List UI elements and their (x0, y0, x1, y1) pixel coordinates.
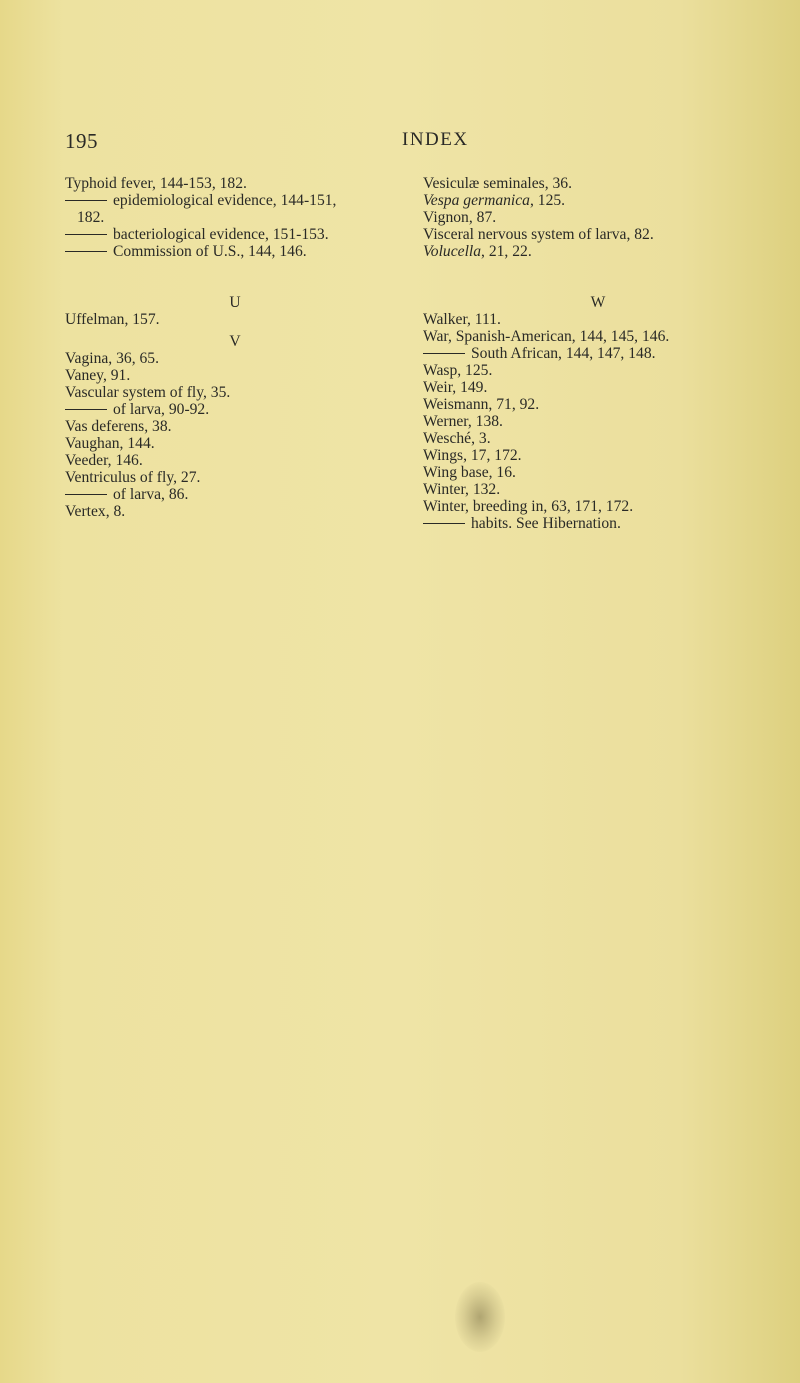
index-entry (65, 418, 405, 435)
index-entry (65, 243, 405, 260)
entry-text: South African, 144, 147, 148. (471, 345, 656, 362)
index-entry (423, 481, 773, 498)
index-entry (65, 367, 405, 384)
entry-text: Wings, 17, 172. (423, 447, 522, 464)
index-entry (65, 469, 405, 486)
entry-text: Walker, 111. (423, 311, 501, 328)
entry-text: Wasp, 125. (423, 362, 493, 379)
left-column (65, 175, 405, 520)
right-column (423, 175, 773, 532)
entry-text: Vespa germanica (423, 192, 530, 209)
entry-text: Vertex, 8. (65, 503, 126, 520)
page-header (65, 129, 745, 155)
index-entry (65, 350, 405, 367)
index-entry (423, 498, 773, 515)
index-entry (423, 311, 773, 328)
entry-text: Vagina, 36, 65. (65, 350, 159, 367)
index-entry (423, 362, 773, 379)
index-entry (65, 226, 405, 243)
entry-text: habits. See Hibernation. (471, 515, 621, 532)
section-letter-w: W (590, 294, 606, 311)
entry-text: Vas deferens, 38. (65, 418, 172, 435)
repeat-dash (65, 200, 107, 201)
entry-text: bacteriological evidence, 151-153. (113, 226, 329, 243)
entry-text: Wesché, 3. (423, 430, 491, 447)
section-letter-v: V (229, 333, 241, 350)
entry-text: Winter, 132. (423, 481, 501, 498)
index-entry (423, 515, 773, 532)
entry-text: Volucella (423, 243, 482, 260)
entry-text: Weir, 149. (423, 379, 488, 396)
entry-text: Wing base, 16. (423, 464, 516, 481)
entry-text: Vaney, 91. (65, 367, 131, 384)
index-entry (423, 464, 773, 481)
entry-text: War, Spanish-American, 144, 145, 146. (423, 328, 670, 345)
index-entry (423, 345, 773, 362)
index-entry (65, 503, 405, 520)
index-entry (423, 209, 773, 226)
repeat-dash (65, 494, 107, 495)
running-head: INDEX (402, 129, 469, 150)
index-entry (65, 486, 405, 503)
index-entry (423, 226, 773, 243)
entry-text: Veeder, 146. (65, 452, 143, 469)
section-letter-u: U (229, 294, 241, 311)
index-entry (65, 311, 405, 328)
entry-suffix: , 21, 22. (481, 243, 532, 260)
index-entry (65, 435, 405, 452)
thumbprint-smudge (455, 1282, 505, 1352)
index-entry (423, 175, 773, 192)
entry-text: Visceral nervous system of larva, 82. (423, 226, 654, 243)
index-entry (423, 192, 773, 209)
page-number: 195 (65, 129, 98, 153)
entry-text: Typhoid fever, 144-153, 182. (65, 175, 247, 192)
section-u (65, 311, 405, 328)
section-v (65, 350, 405, 520)
repeat-dash (65, 234, 107, 235)
entry-text: of larva, 90-92. (113, 401, 210, 418)
index-entry (423, 413, 773, 430)
index-entry (423, 447, 773, 464)
index-entry (65, 175, 405, 192)
repeat-dash (65, 251, 107, 252)
index-entry (423, 430, 773, 447)
entry-text: Ventriculus of fly, 27. (65, 469, 201, 486)
index-entry (65, 401, 405, 418)
entry-text: of larva, 86. (113, 486, 189, 503)
index-entry (423, 328, 773, 345)
section-v-continued (423, 175, 773, 260)
section-t (65, 175, 405, 260)
entry-text: Uffelman, 157. (65, 311, 160, 328)
index-entry (65, 452, 405, 469)
repeat-dash (423, 523, 465, 524)
index-entry (65, 209, 405, 226)
entry-text: Werner, 138. (423, 413, 503, 430)
index-entry (423, 396, 773, 413)
repeat-dash (423, 353, 465, 354)
section-w (423, 311, 773, 532)
index-entry (65, 192, 405, 209)
entry-text: Vaughan, 144. (65, 435, 155, 452)
entry-text: Vesiculæ seminales, 36. (423, 175, 572, 192)
entry-text: Commission of U.S., 144, 146. (113, 243, 307, 260)
entry-text: Vignon, 87. (423, 209, 497, 226)
repeat-dash (65, 409, 107, 410)
index-entry (65, 384, 405, 401)
entry-suffix: , 125. (529, 192, 566, 209)
entry-text: epidemiological evidence, 144-151, (113, 192, 337, 209)
index-entry (423, 379, 773, 396)
index-entry (423, 243, 773, 260)
entry-text: Winter, breeding in, 63, 171, 172. (423, 498, 634, 515)
entry-text: Weismann, 71, 92. (423, 396, 540, 413)
entry-text: 182. (77, 209, 105, 226)
entry-text: Vascular system of fly, 35. (65, 384, 231, 401)
